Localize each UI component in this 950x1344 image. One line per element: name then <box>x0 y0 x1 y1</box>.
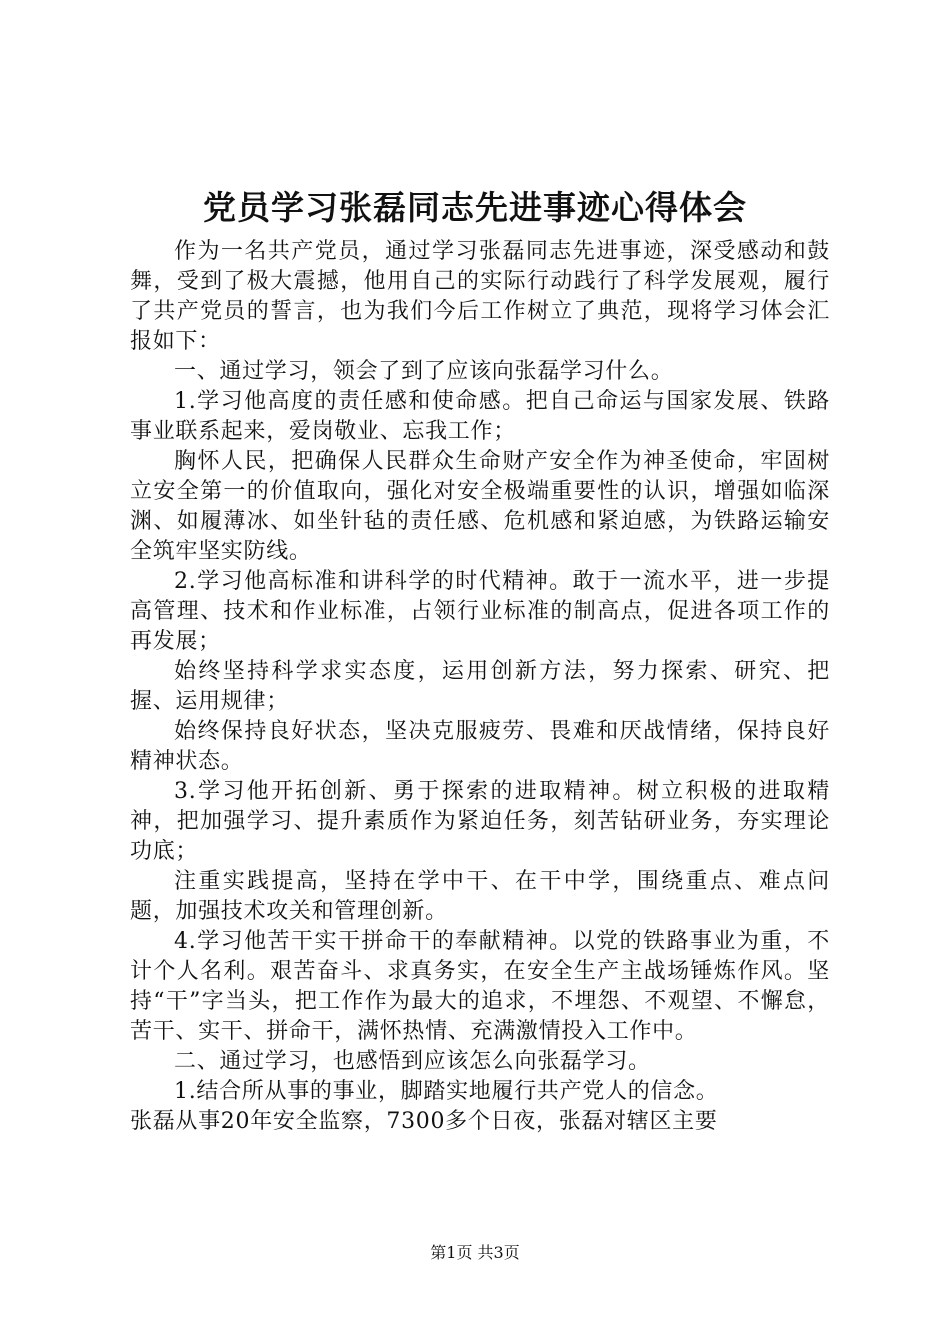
paragraph-point-1: 1.学习他高度的责任感和使命感。把自己命运与国家发展、铁路事业联系起来，爱岗敬业、忘我工作； <box>130 389 830 444</box>
paragraph-point-4: 4.学习他苦干实干拼命干的奉献精神。以党的铁路事业为重，不计个人名利。艰苦奋斗、求真务实，在安全生产主战场锤炼作风。坚持“干”字当头，把工作作为最大的追求，不埋怨、不观望、不懈怠，苦干、实干、拼命干，满怀热情、充满激情投入工作中。 <box>130 929 830 1044</box>
document-title: 党员学习张磊同志先进事迹心得体会 <box>203 188 747 227</box>
section-heading-2: 二、通过学习，也感悟到应该怎么向张磊学习。 <box>174 1049 651 1074</box>
paragraph-section-2-point-1: 1.结合所从事的事业，脚踏实地履行共产党人的信念。 <box>174 1079 719 1104</box>
paragraph-point-2-detail-a: 始终坚持科学求实态度，运用创新方法，努力探索、研究、把握、运用规律； <box>130 659 830 714</box>
paragraph-section-2-detail: 张磊从事20年安全监察，7300多个日夜，张磊对辖区主要 <box>130 1109 718 1134</box>
paragraph-point-2: 2.学习他高标准和讲科学的时代精神。敢于一流水平，进一步提高管理、技术和作业标准，占领行业标准的制高点，促进各项工作的再发展； <box>130 569 830 654</box>
page-footer: 第1页 共3页 <box>430 1243 520 1262</box>
paragraph-point-3-detail: 注重实践提高，坚持在学中干、在干中学，围绕重点、难点问题，加强技术攻关和管理创新。 <box>130 869 830 924</box>
document-body <box>130 237 830 1137</box>
section-heading-1: 一、通过学习，领会了到了应该向张磊学习什么。 <box>174 359 674 384</box>
paragraph-point-1-detail: 胸怀人民，把确保人民群众生命财产安全作为神圣使命，牢固树立安全第一的价值取向，强化对安全极端重要性的认识，增强如临深渊、如履薄冰、如坐针毡的责任感、危机感和紧迫感，为铁路运输安全筑牢坚实防线。 <box>130 449 830 564</box>
paragraph-point-3: 3.学习他开拓创新、勇于探索的进取精神。树立积极的进取精神，把加强学习、提升素质作为紧迫任务，刻苦钻研业务，夯实理论功底； <box>130 779 830 864</box>
paragraph-intro: 作为一名共产党员，通过学习张磊同志先进事迹，深受感动和鼓舞，受到了极大震撼，他用自己的实际行动践行了科学发展观，履行了共产党员的誓言，也为我们今后工作树立了典范，现将学习体会汇报如下： <box>130 239 830 354</box>
paragraph-point-2-detail-b: 始终保持良好状态，坚决克服疲劳、畏难和厌战情绪，保持良好精神状态。 <box>130 719 830 774</box>
